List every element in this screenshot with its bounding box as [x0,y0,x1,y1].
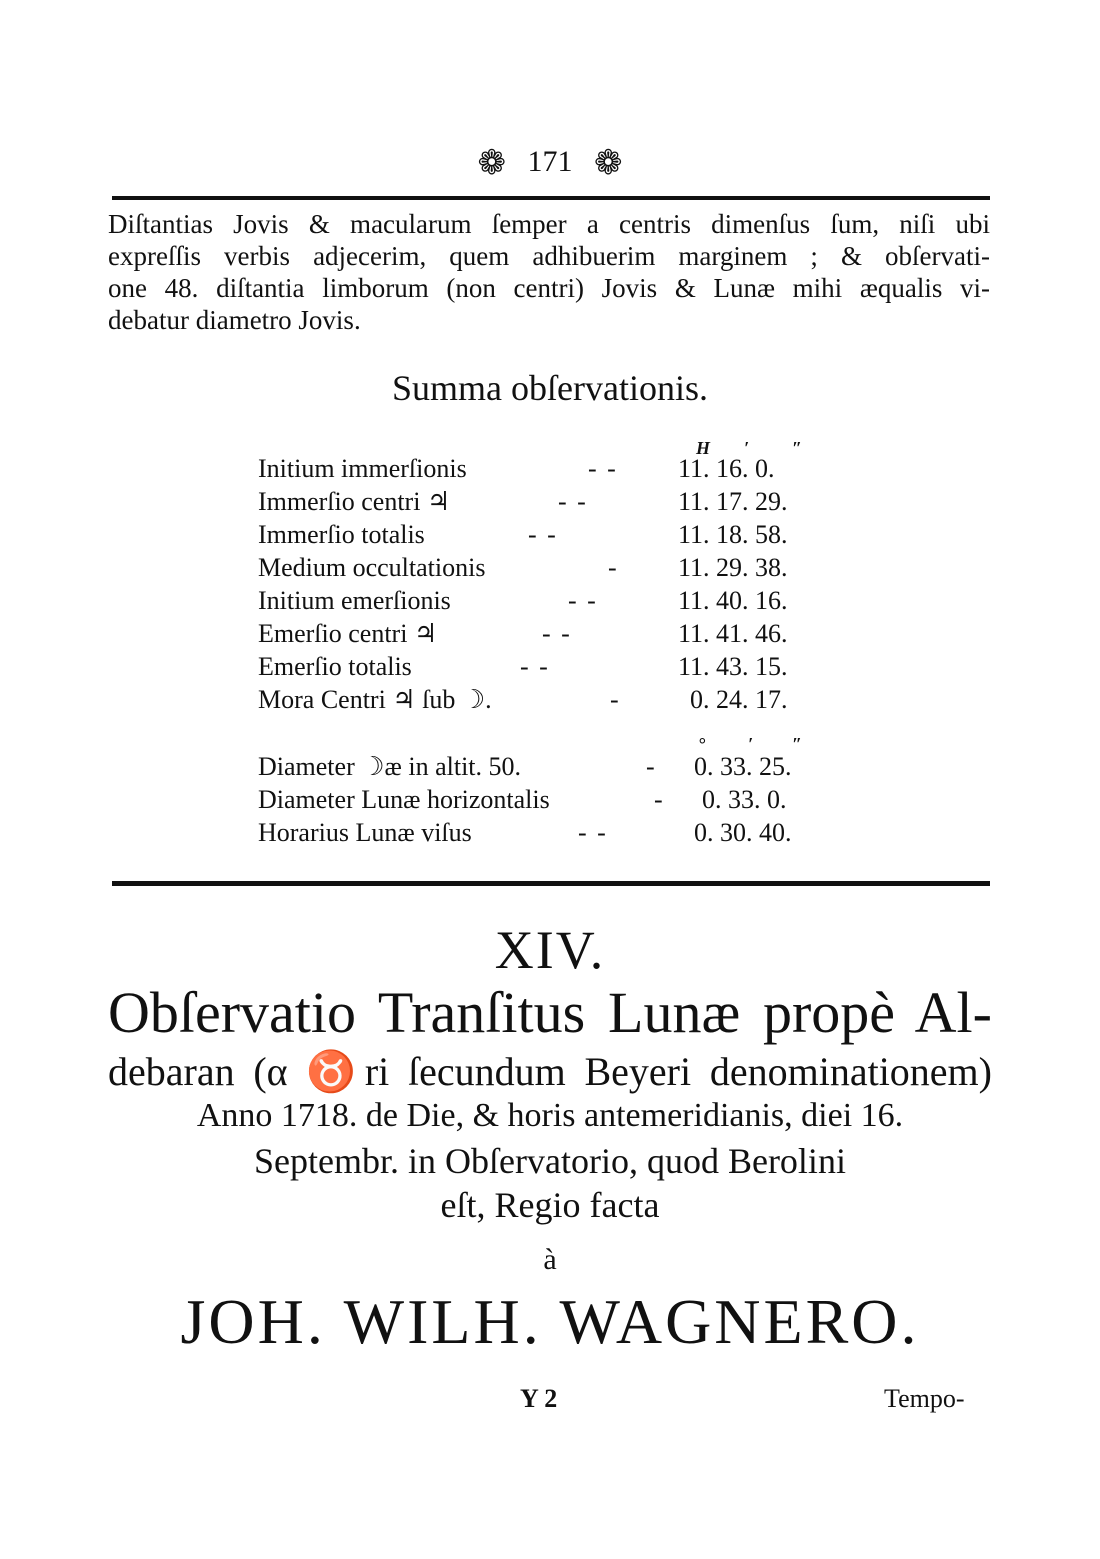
row-label: Initium emerſionis [258,586,451,615]
row-leader: - - [528,520,558,549]
table-row [258,452,858,485]
paragraph-line: debatur diametro Jovis. [108,305,361,335]
unit-degrees: ° [698,734,706,754]
table-row [258,518,858,551]
row-value: 0. 24. 17. [690,685,788,714]
article-place-line-2: eſt, Regio facta [440,1185,660,1225]
row-label: Immerſio totalis [258,520,425,549]
unit-hours: H [696,438,711,458]
row-leader: - - [542,619,572,648]
row-leader: - [654,785,665,814]
ornament-left-icon: ❁ [477,145,506,183]
section-rule [112,881,990,886]
table-row [258,617,858,650]
row-value: 11. 43. 15. [678,652,788,681]
unit-minutes: ′ [744,438,750,458]
table-row [258,551,858,584]
paragraph-line: Diſtantias Jovis & macularum ſemper a centris dimenſus ſum, niſi ubi [108,209,990,239]
row-leader: - - [558,487,588,516]
row-label: Emerſio centri ♃ [258,619,438,648]
row-value: 0. 33. 25. [694,752,792,781]
unit-arcseconds: ″ [792,734,802,754]
row-label: Medium occultationis [258,553,486,582]
unit-seconds: ″ [792,438,802,458]
row-label: Emerſio totalis [258,652,412,681]
article-subtitle: debaran (α ♉ri ſecundum Beyeri denominationem) [108,1049,992,1094]
row-label: Mora Centri ♃ ſub ☽. [258,685,492,714]
article-preposition: à [543,1243,557,1276]
catchword: Tempo- [884,1384,965,1413]
article-number: XIV. [494,920,606,980]
row-leader: - - [568,586,598,615]
row-leader: - - [578,818,608,847]
row-leader: - [610,685,621,714]
unit-arcminutes: ′ [748,734,754,754]
table-row [258,650,858,683]
row-value: 11. 40. 16. [678,586,788,615]
row-leader: - [608,553,619,582]
table-row [258,750,858,783]
row-label: Diameter ☽æ in altit. 50. [258,752,522,781]
article-place-line: Septembr. in Obſervatorio, quod Berolini [254,1141,846,1181]
row-leader: - - [588,454,618,483]
row-value: 11. 41. 46. [678,619,788,648]
article-author: JOH. WILH. WAGNERO. [180,1286,920,1357]
header-rule [112,196,990,200]
article-date-line: Anno 1718. de Die, & horis antemeridianis, diei 16. [196,1097,904,1134]
article-title: Obſervatio Tranſitus Lunæ propè Al- [108,980,992,1045]
row-value: 0. 30. 40. [694,818,792,847]
table-row [258,584,858,617]
row-value: 11. 18. 58. [678,520,788,549]
table-row [258,683,858,716]
paragraph-line: expreſſis verbis adjecerim, quem adhibuerim marginem ; & obſervati- [108,241,990,271]
row-leader: - - [520,652,550,681]
row-label: Horarius Lunæ viſus [258,818,472,847]
row-label: Initium immerſionis [258,454,467,483]
row-value: 11. 29. 38. [678,553,788,582]
table-row [258,816,858,849]
row-value: 11. 17. 29. [678,487,788,516]
row-label: Diameter Lunæ horizontalis [258,785,550,814]
section-title: Summa obſervationis. [392,368,708,408]
page-number: 171 [527,145,573,178]
intro-paragraph [108,208,990,336]
page-header [0,142,1100,184]
ornament-right-icon: ❁ [594,145,623,183]
row-label: Immerſio centri ♃ [258,487,451,516]
table-row [258,783,858,816]
row-value: 0. 33. 0. [702,785,787,814]
paragraph-line: one 48. diſtantia limborum (non centri) Jovis & Lunæ mihi æqualis vi- [108,273,990,303]
table-row [258,485,858,518]
row-value: 11. 16. 0. [678,454,775,483]
signature-mark: Y 2 [520,1384,558,1413]
row-leader: - [646,752,657,781]
